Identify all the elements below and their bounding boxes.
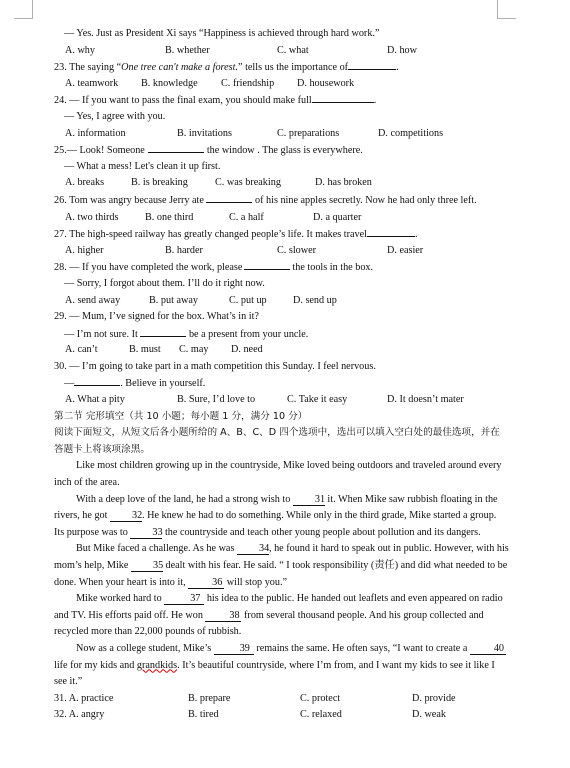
passage-text: dealt with his fear. He said. “ I took responsibility (责任) and did what needed to be done. When your heart is into it,	[54, 560, 508, 588]
q28-stem-text: 28. — If you have completed the work, please	[54, 262, 243, 274]
answer-blank	[244, 259, 290, 270]
answer-blank	[148, 142, 204, 153]
option-a: A. higher	[65, 244, 104, 256]
option-b: B. tired	[188, 709, 219, 721]
option-a: A. can’t	[65, 344, 98, 356]
option-a: A. What a pity	[65, 394, 125, 406]
q23-suffix: ” tells us the importance of	[238, 62, 349, 74]
q29-reply-end: be a present from your uncle.	[188, 328, 309, 340]
q24-reply: — Yes, I agree with you.	[64, 110, 166, 122]
option-c: C. what	[277, 44, 309, 56]
option-d: D. competitions	[378, 127, 444, 139]
q27-stem-text: 27. The high-speed railway has greatly changed people’s life. It makes travel	[54, 229, 367, 241]
option-d: D. how	[387, 44, 417, 56]
passage-paragraph-1: Like most children growing up in the countryside, Mike loved being outdoors and traveled around every inch of the area.	[54, 460, 502, 489]
q25-stem-text: 25.— Look! Someone	[54, 145, 145, 157]
q24-options	[54, 126, 509, 143]
answer-blank	[348, 59, 396, 70]
passage-text: his idea to the public. He handed out leaflets and even appeared on radio and TV. His efforts paid off. He won	[54, 593, 503, 621]
q23-prefix: 23. The saying “	[54, 62, 122, 74]
blank-40: 40	[470, 643, 506, 655]
option-a: 32. A. angry	[54, 709, 105, 721]
option-d: D. need	[231, 344, 263, 356]
q27-options	[54, 243, 509, 260]
option-c: C. a half	[229, 211, 264, 223]
passage-paragraph-4	[54, 591, 509, 641]
q22-stem: — Yes. Just as President Xi says “Happiness is achieved through hard work.”	[64, 28, 380, 39]
passage-paragraph-3	[54, 541, 509, 591]
option-b: B. must	[129, 344, 161, 356]
blank-38: 38	[205, 610, 241, 622]
passage-text: . It’s beautiful countryside, where I’m from, and I want my kids to see it like I see it.”	[54, 659, 495, 688]
blank-32: 32	[110, 510, 142, 522]
option-b: B. prepare	[188, 692, 231, 704]
answer-blank	[140, 326, 186, 337]
answer-blank	[206, 192, 252, 203]
q28-options	[54, 293, 509, 310]
passage-text: from several thousand people. And his group collected and recycled more than 22,000 pounds of rubbish.	[54, 609, 484, 638]
q28-stem	[54, 259, 509, 276]
blank-33: 33	[130, 527, 162, 539]
option-b: B. Sure, I’d love to	[177, 394, 256, 406]
option-d: D. weak	[412, 709, 446, 721]
crop-mark-top-right	[497, 0, 516, 19]
q23-stem	[54, 59, 509, 76]
option-d: D. has broken	[315, 177, 372, 189]
q27-end: .	[414, 229, 418, 241]
q23-options	[54, 76, 509, 93]
q26-stem-end: of his nine apples secretly. Now he had only three left.	[254, 194, 477, 206]
passage-text: it. When Mike saw rubbish floating in the rivers, he got	[54, 493, 498, 522]
passage-text: . He knew he had to do something. While only in the third grade, Mike started a group. Its purpose was to	[54, 510, 497, 538]
q32-options	[54, 707, 509, 724]
q30-stem: 30. — I’m going to take part in a math competition this Sunday. I feel nervous.	[54, 360, 376, 372]
q28-stem-end: the tools in the box.	[292, 262, 374, 274]
q25-options	[54, 175, 509, 192]
blank-37: 37	[164, 593, 204, 605]
passage-text: With a deep love of the land, he had a strong wish to	[76, 493, 291, 505]
passage-text: Mike worked hard to	[76, 593, 162, 605]
q26-stem-text: 26. Tom was angry because Jerry ate	[54, 194, 204, 206]
q30-reply-end: . Believe in yourself.	[120, 378, 206, 390]
option-b: B. knowledge	[141, 77, 198, 89]
section-heading: 第二节 完形填空（共 10 小题；每小题 1 分，满分 10 分）	[54, 410, 308, 422]
q25-reply: — What a mess! Let's clean it up first.	[64, 160, 221, 172]
passage-paragraph-5	[54, 641, 509, 691]
option-b: B. is breaking	[131, 177, 188, 189]
option-d: D. send up	[293, 294, 337, 306]
q30-options	[54, 392, 509, 409]
q28-reply: — Sorry, I forgot about them. I’ll do it right now.	[64, 277, 265, 289]
option-a: 31. A. practice	[54, 692, 114, 704]
q29-reply-text: — I’m not sure. It	[64, 328, 138, 340]
q31-options	[54, 691, 509, 708]
option-c: C. protect	[300, 692, 341, 704]
q23-end: .	[396, 62, 399, 74]
answer-blank	[367, 226, 415, 237]
option-c: C. put up	[229, 294, 267, 306]
q22-options	[54, 43, 509, 60]
passage-text: Now as a college student, Mike’s	[76, 642, 212, 654]
blank-39: 39	[214, 643, 254, 655]
exam-page	[54, 26, 509, 724]
q30-reply	[54, 375, 509, 392]
answer-blank	[312, 92, 374, 103]
spellcheck-word: grandkids	[136, 659, 178, 671]
crop-mark-top-left	[14, 0, 33, 19]
passage-text: life for my kids and	[54, 659, 135, 671]
option-b: B. put away	[149, 294, 198, 306]
option-c: C. Take it easy	[287, 394, 348, 406]
passage-text: , he found it hard to speak out in public. However, with his mom’s help, Mike	[54, 543, 509, 571]
option-b: B. one third	[145, 211, 194, 223]
q29-reply	[54, 326, 509, 343]
passage-paragraph-2	[54, 492, 509, 542]
q26-stem	[54, 192, 509, 210]
q24-stem	[54, 92, 509, 109]
q29-stem: 29. — Mum, I’ve signed for the box. What’s in it?	[54, 311, 259, 323]
option-a: A. two thirds	[65, 211, 119, 223]
answer-blank	[74, 375, 120, 386]
passage-text: But Mike faced a challenge. As he was	[76, 543, 235, 555]
option-b: B. invitations	[177, 127, 232, 139]
option-d: D. easier	[387, 244, 424, 256]
blank-36: 36	[188, 577, 224, 589]
q25-stem-end: the window . The glass is everywhere.	[206, 145, 363, 157]
option-d: D. It doesn’t mater	[387, 394, 464, 406]
section-instruction: 阅读下面短文，从短文后各小题所给的 A、B、C、D 四个选项中，选出可以填入空白处的最佳选项，并在答题卡上将该项涂黑。	[54, 427, 500, 455]
q29-options	[54, 342, 509, 359]
passage-text: will stop you.”	[226, 576, 288, 588]
q26-options	[54, 210, 509, 227]
option-a: A. teamwork	[65, 77, 119, 89]
blank-34: 34	[237, 543, 269, 555]
option-a: A. breaks	[65, 177, 105, 189]
option-c: C. slower	[277, 244, 317, 256]
q27-stem	[54, 226, 509, 243]
option-c: C. friendship	[221, 77, 275, 89]
passage-text: remains the same. He often says, “I want to create a	[256, 642, 468, 654]
option-a: A. information	[65, 127, 126, 139]
option-d: D. housework	[297, 77, 355, 89]
option-c: C. may	[179, 344, 209, 356]
q24-end: .	[373, 95, 377, 107]
q23-quote: One tree can't make a forest.	[121, 62, 239, 74]
q25-stem	[54, 142, 509, 159]
option-a: A. why	[65, 44, 95, 56]
option-c: C. was breaking	[215, 177, 281, 189]
q24-stem-text: 24. — If you want to pass the final exam, you should make full	[54, 95, 312, 107]
blank-31: 31	[293, 494, 325, 506]
option-b: B. whether	[165, 44, 210, 56]
option-d: D. provide	[412, 692, 456, 704]
option-c: C. preparations	[277, 127, 340, 139]
option-d: D. a quarter	[313, 211, 362, 223]
passage-text: the countryside and teach other young people about pollution and its dangers.	[164, 526, 481, 538]
q30-reply-dash: —	[64, 378, 75, 390]
option-a: A. send away	[65, 294, 121, 306]
blank-35: 35	[131, 560, 163, 572]
option-b: B. harder	[165, 244, 203, 256]
option-c: C. relaxed	[300, 709, 342, 721]
